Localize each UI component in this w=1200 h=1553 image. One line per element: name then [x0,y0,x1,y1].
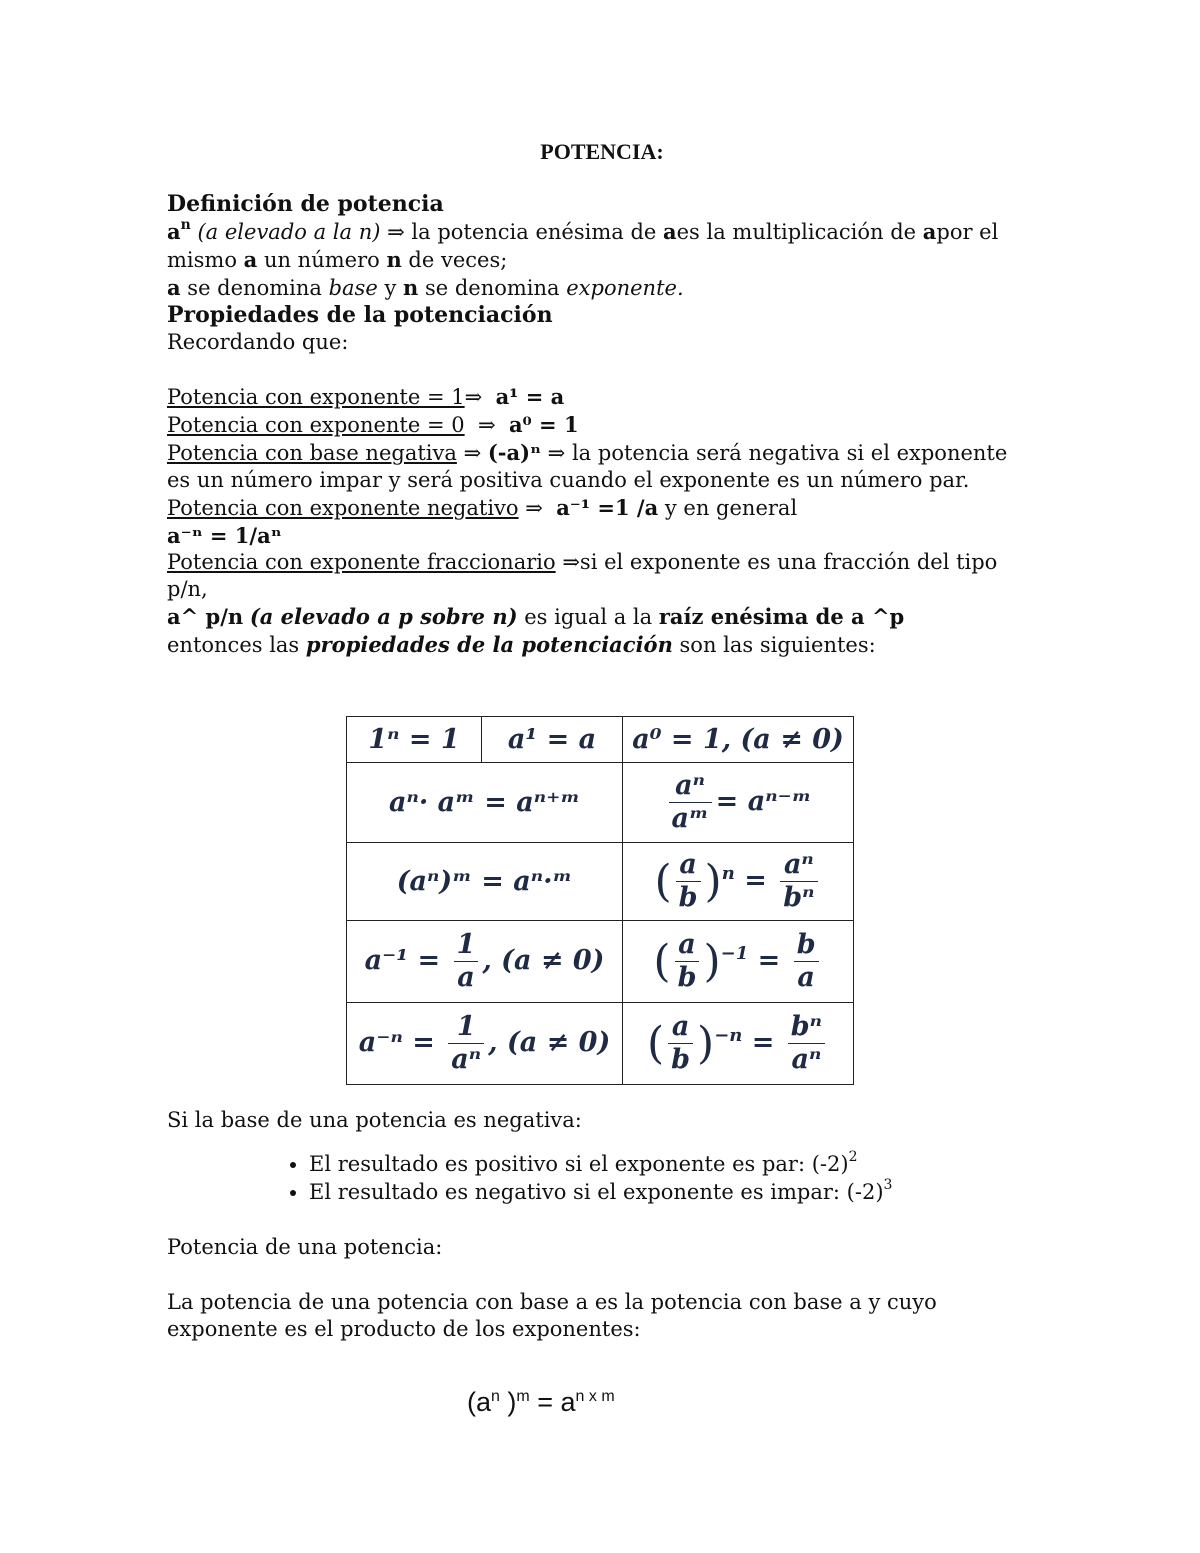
rule-fractional-exponent: Potencia con exponente fraccionario ⇒si el exponente es una fracción del tipo p/n, [167,550,998,601]
power-of-power-text: La potencia de una potencia con base a es la potencia con base a y cuyo exponente es el producto de los exponentes: [167,1290,937,1341]
properties-table [346,716,854,1085]
recordando-text: Recordando que: [167,330,349,354]
cell-fraction-negative-one: ( $\frac{a}{b}$ )$^{-1}$ = $\frac{b}{a}$ [623,921,854,1003]
definition-terms: a se denomina base y n se denomina exponente. [167,275,684,300]
document-content [167,138,1037,1416]
cell-power-one: a¹ = a [482,717,623,763]
rule-exponent-one: Potencia con exponente = 1⇒ a¹ = a [167,384,565,409]
cell-one-power: 1ⁿ = 1 [347,717,482,763]
list-item: • El resultado es positivo si el exponente es par: $(-2)^2$ [309,1150,1037,1178]
negative-base-list [167,1150,1037,1206]
page-title: POTENCIA: [540,139,664,164]
power-of-power-formula: ($a^n$ )$^m = a^{n x m}$ [467,1387,615,1417]
rule-negative-general: a⁻ⁿ = 1/aⁿ [167,523,282,548]
cell-negative-one-exponent: a⁻¹ = $\frac{1}{a}$ , (a ≠ 0) [347,921,623,1003]
definition-heading: Definición de potencia [167,191,444,217]
power-of-power-heading: Potencia de una potencia: [167,1235,443,1259]
rule-exponent-zero: Potencia con exponente = 0 ⇒ a⁰ = 1 [167,412,579,437]
cell-power-of-power: (aⁿ)ᵐ = aⁿ·ᵐ [347,843,623,921]
cell-fraction-power: ( $\frac{a}{b}$ )$^n$ = $\frac{\text{aⁿ}}{\text{bⁿ}}$ [623,843,854,921]
properties-heading: Propiedades de la potenciación [167,302,553,328]
definition-paragraph: $a^n$ (a elevado a la n) ⇒ la potencia enésima de aes la multiplicación de apor el mismo a un número n de veces; [167,217,999,272]
cell-quotient-rule: $\frac{\text{aⁿ}}{\text{aᵐ}}$ = aⁿ⁻ᵐ [623,763,854,843]
cell-product-rule: aⁿ· aᵐ = aⁿ⁺ᵐ [347,763,623,843]
rule-negative-exponent: Potencia con exponente negativo ⇒ a⁻¹ =1 /a y en general [167,495,798,520]
list-item: • El resultado es negativo si el exponente es impar: $(-2)^3$ [309,1178,1037,1206]
cell-fraction-negative-n: ( $\frac{a}{b}$ )$^{-n}$ = $\frac{\text{bⁿ}}{\text{aⁿ}}$ [623,1003,854,1085]
rule-fractional-detail: a^ p/n (a elevado a p sobre n) es igual a la raíz enésima de a ^p [167,604,905,629]
rule-negative-base: Potencia con base negativa ⇒ (-a)ⁿ ⇒ la potencia será negativa si el exponente es un número impar y será positiva cuando el exponente es un número par. [167,440,1008,492]
cell-power-zero: a⁰ = 1, (a ≠ 0) [623,717,854,763]
negative-base-intro: Si la base de una potencia es negativa: [167,1108,582,1132]
properties-intro: entonces las propiedades de la potenciación son las siguientes: [167,632,876,657]
cell-negative-n-exponent: a⁻ⁿ = $\frac{1}{\text{aⁿ}}$ , (a ≠ 0) [347,1003,623,1085]
